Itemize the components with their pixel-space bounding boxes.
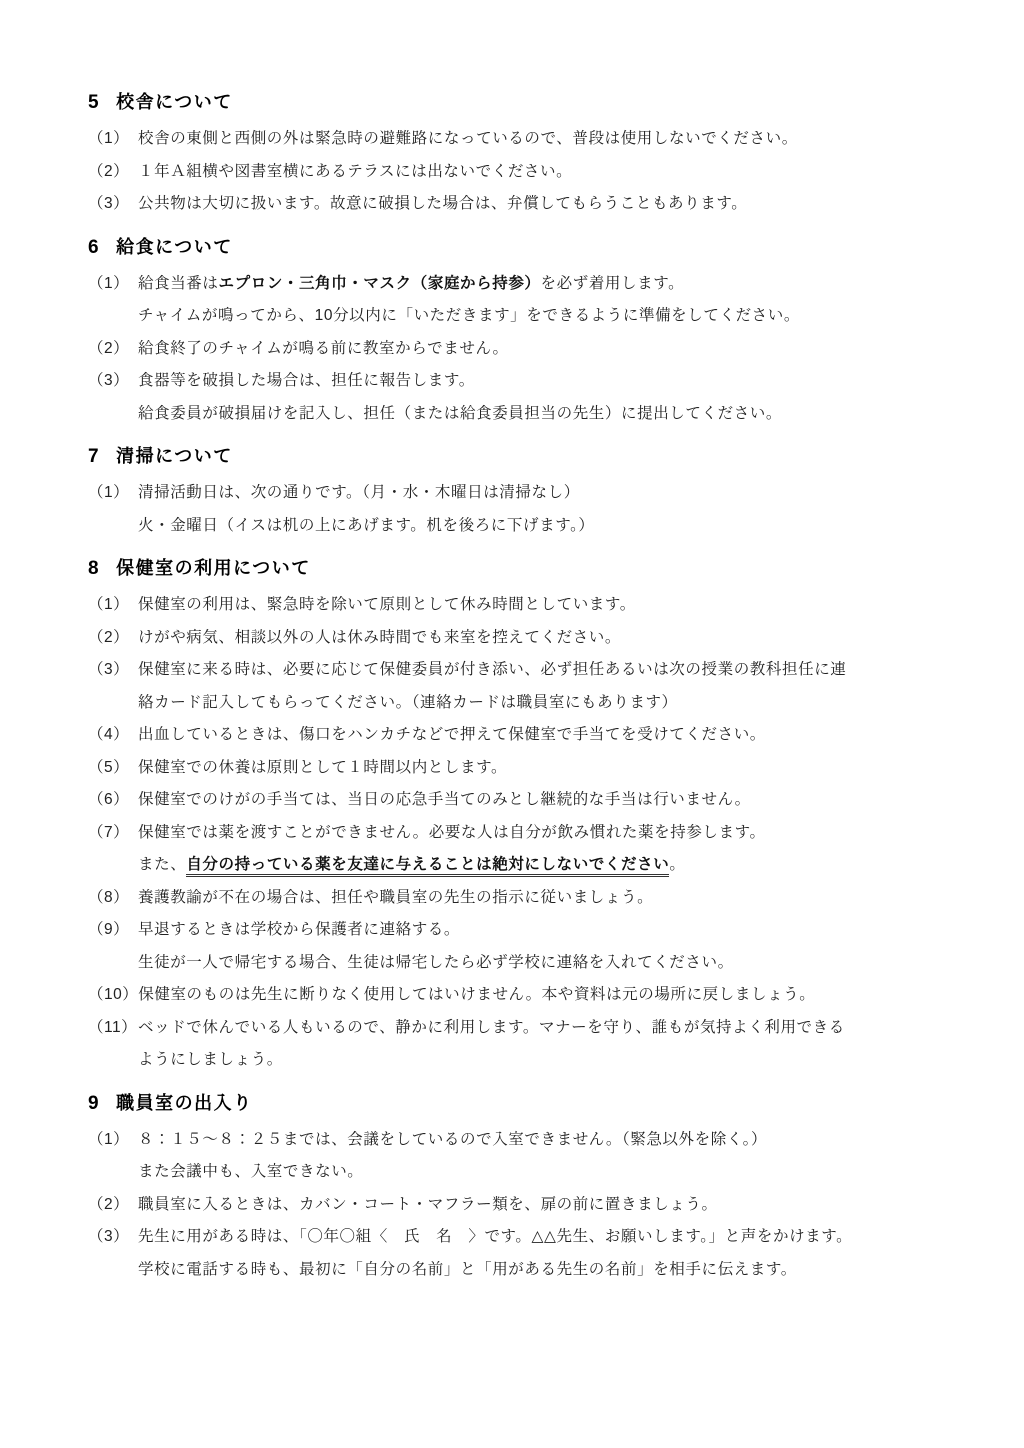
text-segment: 先生に用がある時は、「〇年〇組〈 氏 名 〉です。△△先生、お願いします。」と声をかけます。 [138, 1228, 853, 1245]
document-body [88, 90, 984, 1286]
section-5 [88, 90, 984, 221]
section-heading [88, 90, 984, 115]
list-item [88, 654, 984, 719]
text-segment: 出血しているときは、傷口をハンカチなどで押えて保健室で手当てを受けてください。 [138, 726, 766, 743]
item-body [138, 268, 984, 333]
item-body [138, 1221, 984, 1286]
item-body [138, 477, 984, 542]
item-marker: （1） [88, 484, 130, 501]
list-item [88, 882, 984, 915]
text-segment: 保健室での休養は原則として１時間以内とします。 [138, 758, 508, 776]
list-item [88, 268, 984, 333]
text-segment: 食器等を破損した場合は、担任に報告します。 [138, 372, 475, 389]
section-heading [88, 556, 984, 581]
text-segment: 養護教諭が不在の場合は、担任や職員室の先生の指示に従いましょう。 [138, 888, 654, 906]
list-item [88, 589, 984, 622]
item-marker: （3） [88, 372, 130, 389]
item-line [138, 882, 984, 915]
text-segment: １年Ａ組横や図書室横にあるテラスには出ないでください。 [138, 162, 573, 180]
list-item [88, 156, 984, 189]
section-title: 保健室の利用について [116, 558, 311, 578]
item-line [138, 1221, 984, 1254]
item-marker: （3） [88, 661, 130, 678]
section-title: 職員室の出入り [116, 1092, 253, 1113]
text-segment: チャイムが鳴ってから、10分以内に「いただきます」をできるように準備をしてください。 [138, 307, 800, 324]
item-marker: （3） [88, 195, 130, 212]
item-body [138, 1124, 984, 1189]
text-segment: 保健室でのけがの手当ては、当日の応急手当てのみとし継続的な手当は行いません。 [138, 791, 751, 808]
item-marker: （6） [88, 791, 130, 808]
text-segment: 給食終了のチャイムが鳴る前に教室からでません。 [138, 339, 509, 357]
item-line [138, 398, 984, 431]
text-segment: けがや病気、相談以外の人は休み時間でも来室を控えてください。 [138, 628, 622, 646]
item-body [138, 365, 984, 430]
section-7 [88, 444, 984, 542]
item-body [138, 882, 984, 915]
text-segment: 給食委員が破損届けを記入し、担任（または給食委員担当の先生）に提出してください。 [138, 404, 783, 422]
list-item [88, 914, 984, 979]
section-number: 7 [88, 446, 101, 467]
item-body [138, 817, 984, 882]
item-line [138, 123, 984, 156]
item-line [138, 947, 984, 980]
item-line [138, 979, 984, 1012]
item-line [138, 156, 984, 189]
section-number: 9 [88, 1092, 101, 1114]
section-heading [88, 235, 984, 260]
list-item [88, 719, 984, 752]
list-item [88, 622, 984, 655]
item-marker: （8） [88, 888, 130, 906]
item-marker: （2） [88, 339, 130, 357]
item-marker: （10） [88, 986, 139, 1003]
item-body [138, 752, 984, 785]
text-segment: を必ず着用します。 [540, 274, 685, 292]
item-marker: （5） [88, 758, 130, 776]
text-segment: また会議中も、入室できない。 [138, 1163, 364, 1180]
item-marker: （2） [88, 162, 130, 180]
item-body [138, 1012, 984, 1077]
item-line [138, 188, 984, 221]
item-marker: （1） [88, 596, 130, 613]
text-segment: 。 [669, 856, 686, 873]
item-marker: （2） [88, 628, 130, 646]
item-line [138, 784, 984, 817]
item-line [138, 849, 984, 882]
list-item [88, 817, 984, 882]
item-body [138, 719, 984, 752]
item-line [138, 622, 984, 655]
item-body [138, 622, 984, 655]
text-segment: 職員室に入るときは、カバン・コート・マフラー類を、扉の前に置きましょう。 [138, 1195, 718, 1213]
text-segment: 早退するときは学校から保護者に連絡する。 [138, 921, 461, 938]
item-line [138, 654, 984, 687]
item-line [138, 1189, 984, 1222]
text-segment: 火・金曜日（イスは机の上にあげます。机を後ろに下げます。） [138, 516, 595, 534]
text-segment: 自分の持っている薬を友達に与えることは絶対にしないでください [186, 856, 669, 877]
item-marker: （4） [88, 726, 130, 743]
section-number: 8 [88, 558, 101, 579]
text-segment: エプロン・三角巾・マスク（家庭から持参） [218, 274, 541, 292]
text-segment: 絡カード記入してもらってください。（連絡カードは職員室にもあります） [138, 693, 678, 711]
text-segment: ベッドで休んでいる人もいるので、静かに利用します。マナーを守り、誰もが気持よく利用できる [138, 1018, 845, 1036]
item-line [138, 1156, 984, 1189]
section-8 [88, 556, 984, 1077]
list-item [88, 188, 984, 221]
section-title: 清掃について [116, 446, 233, 466]
item-body [138, 654, 984, 719]
list-item [88, 752, 984, 785]
item-body [138, 589, 984, 622]
item-line [138, 510, 984, 543]
item-body [138, 333, 984, 366]
section-9 [88, 1091, 984, 1287]
item-line [138, 914, 984, 947]
item-marker: （1） [88, 1130, 130, 1148]
section-number: 5 [88, 92, 101, 113]
list-item [88, 1012, 984, 1077]
list-item [88, 123, 984, 156]
section-6 [88, 235, 984, 431]
item-body [138, 784, 984, 817]
item-marker: （9） [88, 921, 130, 938]
text-segment: ようにしましょう。 [138, 1051, 283, 1068]
list-item [88, 1189, 984, 1222]
item-line [138, 817, 984, 850]
item-line [138, 1012, 984, 1045]
item-body [138, 188, 984, 221]
text-segment: 学校に電話する時も、最初に「自分の名前」と「用がある先生の名前」を相手に伝えます。 [138, 1260, 797, 1278]
section-heading [88, 444, 984, 469]
item-marker: （1） [88, 274, 130, 292]
section-title: 給食について [116, 236, 233, 257]
item-marker: （2） [88, 1195, 130, 1213]
item-marker: （3） [88, 1228, 130, 1245]
text-segment: 生徒が一人で帰宅する場合、生徒は帰宅したら必ず学校に連絡を入れてください。 [138, 953, 734, 971]
item-line [138, 365, 984, 398]
item-line [138, 1124, 984, 1157]
section-title: 校舎について [116, 92, 233, 112]
text-segment: 保健室の利用は、緊急時を除いて原則として休み時間としています。 [138, 596, 636, 613]
item-marker: （1） [88, 130, 130, 147]
item-line [138, 1044, 984, 1077]
item-line [138, 752, 984, 785]
text-segment: 保健室のものは先生に断りなく使用してはいけません。本や資料は元の場所に戻しましょう。 [138, 986, 816, 1003]
text-segment: 校舎の東側と西側の外は緊急時の避難路になっているので、普段は使用しないでください。 [138, 130, 798, 147]
item-marker: （7） [88, 823, 130, 841]
item-line [138, 589, 984, 622]
item-line [138, 300, 984, 333]
list-item [88, 477, 984, 542]
item-line [138, 268, 984, 301]
item-body [138, 1189, 984, 1222]
text-segment: 給食当番は [138, 274, 219, 292]
item-line [138, 1254, 984, 1287]
item-line [138, 687, 984, 720]
item-body [138, 123, 984, 156]
list-item [88, 365, 984, 430]
text-segment: ８：１５～８：２５までは、会議をしているので入室できません。（緊急以外を除く。） [138, 1130, 768, 1148]
list-item [88, 1124, 984, 1189]
item-marker: （11） [88, 1018, 138, 1036]
item-line [138, 477, 984, 510]
item-line [138, 719, 984, 752]
text-segment: 公共物は大切に扱います。故意に破損した場合は、弁償してもらうこともあります。 [138, 195, 748, 212]
text-segment: 保健室に来る時は、必要に応じて保健委員が付き添い、必ず担任あるいは次の授業の教科担任に連 [138, 661, 847, 678]
list-item [88, 784, 984, 817]
item-body [138, 156, 984, 189]
list-item [88, 333, 984, 366]
item-body [138, 979, 984, 1012]
section-heading [88, 1091, 984, 1116]
text-segment: また、 [138, 856, 187, 873]
item-body [138, 914, 984, 979]
list-item [88, 1221, 984, 1286]
text-segment: 清掃活動日は、次の通りです。（月・水・木曜日は清掃なし） [138, 484, 580, 501]
list-item [88, 979, 984, 1012]
item-line [138, 333, 984, 366]
section-number: 6 [88, 236, 101, 258]
text-segment: 保健室では薬を渡すことができません。必要な人は自分が飲み慣れた薬を持参します。 [138, 823, 766, 841]
